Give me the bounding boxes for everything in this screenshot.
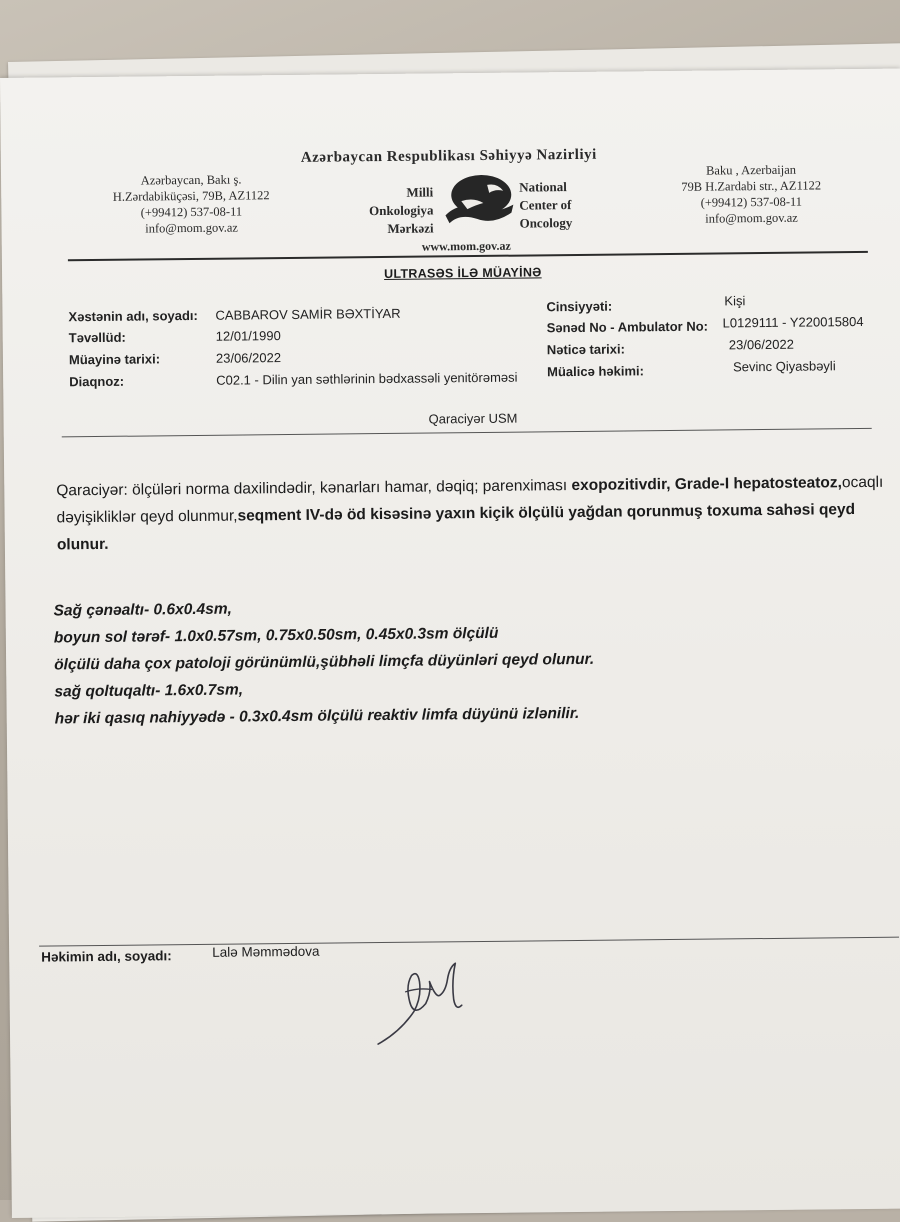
dob-value: 12/01/1990 <box>215 328 281 344</box>
gender-label: Cinsiyyəti: <box>546 298 613 315</box>
phone-en: (+99412) 537-08-11 <box>700 194 803 210</box>
diagnosis-value: C02.1 - Dilin yan səthlərinin bədxassəli yenitörəməsi <box>216 369 518 388</box>
logo-word: Milli <box>406 184 434 200</box>
doctor-label: Həkimin adı, soyadı: <box>41 948 172 965</box>
address-en-line: Baku , Azerbaijan <box>705 162 797 178</box>
footer-divider <box>39 937 899 947</box>
address-az <box>91 171 292 237</box>
doctor-name: Lalə Məmmədova <box>212 943 320 960</box>
document-page <box>0 69 900 1218</box>
dob-label: Təvəllüd: <box>68 329 126 346</box>
email-az: info@mom.gov.az <box>145 220 238 236</box>
lymph-node-findings <box>53 589 874 733</box>
logo-word: Onkologiya <box>369 202 434 219</box>
logo-word: Center of <box>519 197 572 213</box>
result-date-value: 23/06/2022 <box>728 336 794 353</box>
address-en-line: 79B H.Zardabi str., AZ1122 <box>681 178 822 194</box>
doc-no-label: Sənəd No - Ambulator No: <box>546 318 709 336</box>
logo-word: Oncology <box>519 215 573 231</box>
treating-doctor-value: Sevinc Qiyasbəyli <box>732 358 836 375</box>
liver-findings-paragraph <box>56 469 887 559</box>
logo-word: National <box>519 179 567 195</box>
phone-az: (+99412) 537-08-11 <box>140 204 243 220</box>
finding-line: boyun sol tərəf- 1.0x0.57sm, 0.75x0.50sm, 0.45x0.3sm ölçülü <box>53 624 499 647</box>
diagnosis-label: Diaqnoz: <box>69 373 125 390</box>
finding-line: sağ qoltuqaltı- 1.6x0.7sm, <box>54 681 244 701</box>
hands-holding-icon <box>439 171 520 239</box>
findings-emphasis: exopozitivdir, Grade-I hepatosteatoz, <box>571 474 843 495</box>
patient-name-value: CABBAROV SAMİR BƏXTİYAR <box>215 305 401 323</box>
logo-word: Mərkəzi <box>387 220 434 236</box>
address-en <box>656 161 847 227</box>
findings-text: Qaraciyər: ölçüləri norma daxilindədir, kənarları hamar, dəqiq; parenximası <box>56 477 572 500</box>
ministry-title: Azərbaycan Respublikası Səhiyyə Nazirliyi <box>300 146 597 166</box>
finding-line: hər iki qasıq nahiyyədə - 0.3x0.4sm ölçülü reaktiv limfa düyünü izlənilir. <box>54 704 580 728</box>
signature <box>369 951 480 1057</box>
findings-emphasis: seqment IV-də öd kisəsinə yaxın kiçik ölçülü yağdan qorunmuş toxuma sahəsi qeyd olunur. <box>56 501 856 554</box>
section-divider <box>62 428 872 437</box>
logo-text-en <box>519 178 610 233</box>
address-az-line: H.Zərdabiküçəsi, 79B, AZ1122 <box>112 188 270 204</box>
address-az-line: Azərbaycan, Bakı ş. <box>140 172 242 188</box>
section-title: Qaraciyər USM <box>428 410 518 427</box>
exam-date-label: Müayinə tarixi: <box>68 351 161 368</box>
finding-line: Sağ çənəaltı- 0.6x0.4sm, <box>53 600 233 620</box>
patient-name-label: Xəstənin adı, soyadı: <box>68 307 198 325</box>
finding-line: ölçülü daha çox patoloji görünümlü,şübhəli limçfa düyünləri qeyd olunur. <box>54 650 595 674</box>
email-en: info@mom.gov.az <box>705 210 798 226</box>
result-date-label: Nəticə tarixi: <box>546 341 625 358</box>
gender-value: Kişi <box>724 293 746 309</box>
exam-date-value: 23/06/2022 <box>215 350 282 366</box>
findings-text: ocaqlı dəyişikliklər qeyd olunmur, <box>56 473 884 527</box>
logo-text-az <box>361 183 434 238</box>
website: www.mom.gov.az <box>421 238 511 254</box>
exam-title: ULTRASƏS İLƏ MÜAYİNƏ <box>384 265 542 281</box>
doc-no-value: L0129111 - Y220015804 <box>722 313 864 331</box>
treating-doctor-label: Müalicə həkimi: <box>547 363 644 380</box>
